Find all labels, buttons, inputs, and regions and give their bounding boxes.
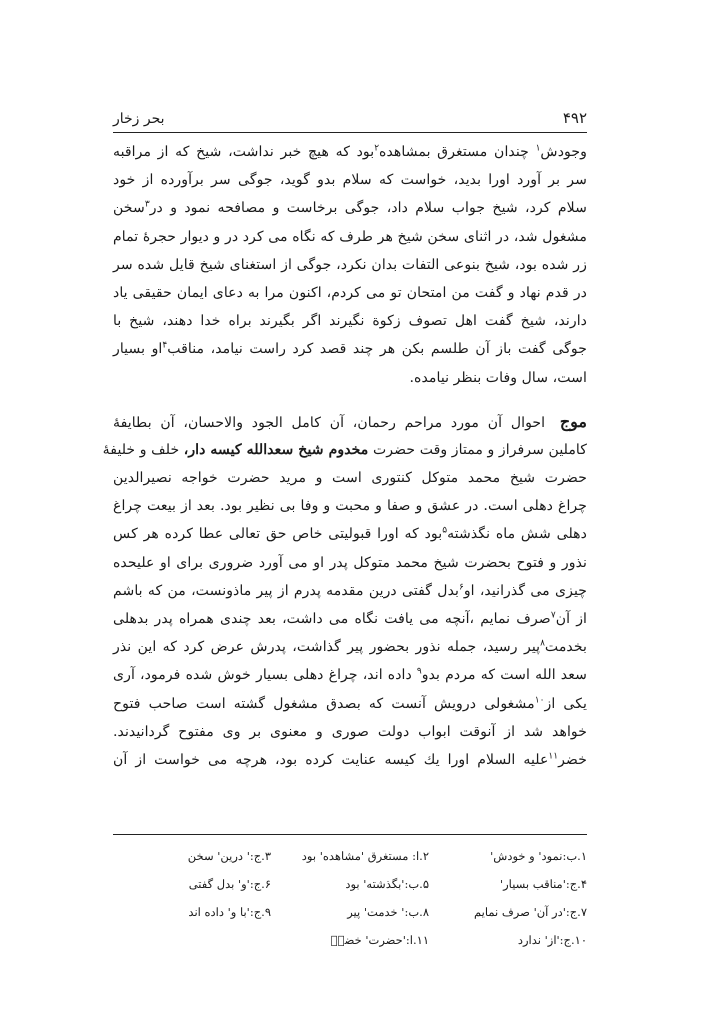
text-line: جوگی گفت باز آن طلسم بکن هر چند قصد کرد راست نیامد، مناقب$^۴$او بسیار <box>113 340 587 358</box>
person-name: مخدوم شیخ سعدالله کیسه دار، <box>183 441 369 458</box>
footnote: ۵.ب:'بگذشته' بود <box>345 877 429 891</box>
footnote-row <box>113 870 587 898</box>
text-line: بخدمت$^۸$پیر رسید، جمله نذور بحضور پیر گذاشت، پدرش عرض کرد که این نذر <box>113 638 587 656</box>
section-heading: موج <box>559 411 587 431</box>
text-line: وجودش$^۱$ چندان مستغرق بمشاهده$^۲$بود که هیچ خبر نداشت، شیخ که از مراقبه <box>113 143 587 160</box>
text-line: از آن$^۷$صرف نمایم ،آنچه می یافت نگاه می داشت، بعد چندی همراه پدر بدهلی <box>113 610 587 627</box>
text-line: زر شده بود، شیخ بنوعی التفات بدان نکرد، جوگی از استغنای شیخ قایل شده سر <box>113 256 587 273</box>
header-rule <box>113 132 587 133</box>
footnote-rule <box>113 834 587 835</box>
text-line: موج احوال آن مورد مراحم رحمان، آن کامل الجود والاحسان، آن بطایفهٔ <box>113 411 587 431</box>
main-text <box>102 138 588 774</box>
footnote: ۸.ب:' خدمت' پیر <box>347 905 429 919</box>
text-line: مشغول شد، در اثنای سخن شیخ هر طرف که نگاه می کرد در و دیوار حجرهٔ تمام <box>113 228 587 245</box>
footnote: ۱۰.ج:'از' ندارد <box>517 933 587 947</box>
text-line: حضرت شیخ محمد متوکل کنتوری است و مرید حضرت خواجه نصیرالدین <box>113 470 587 487</box>
text-line: خضر$^{۱۱}$علیه السلام اورا یك کیسه عنایت کرده بود، هرچه می خواست از آن <box>113 751 587 768</box>
footnotes <box>113 842 587 954</box>
paragraph-2 <box>102 408 588 774</box>
text-line: یکی از$^{۱۰}$مشغولی درویش آنست که بصدق مشغول گشته است صاحب فتوح <box>113 694 588 712</box>
text-line: سلام کرد، شیخ جواب سلام داد، جوگی برخاست و مصافحه نمود و در$^۳$سخن <box>113 199 587 217</box>
footnote: ۱.ب:نمود' و خودش' <box>490 849 587 863</box>
text-line: است، سال وفات بنظر نیامده. <box>409 369 587 386</box>
page-header <box>113 101 587 127</box>
footnote: ۶.ج:'و' بدل گفتی <box>188 877 271 891</box>
footnote: ۹.ج:'با و' داده اند <box>188 905 271 919</box>
paragraph-1 <box>113 138 587 392</box>
text-line: دهلی شش ماه نگذشته$^۵$بود که اورا قبولیتی خاص حق تعالی عطا کرده هر کس <box>113 525 587 543</box>
text-line: در قدم نهاد و گفت من امتحان تو می کردم، اکنون مرا به دعای ایمان حقیقی یاد <box>113 284 587 301</box>
text-line: چراغ دهلی است. در عشق و صفا و محبت و وفا بی نظیر بود. بعد از بیعت چراغ <box>113 498 587 515</box>
footnote: ۲.ا: مستغرق 'مشاهده' بود <box>301 849 429 863</box>
footnote-row <box>113 926 587 954</box>
footnote: ۳.ج:' درین' سخن <box>187 849 271 863</box>
footnote: ۱۱.ا:'حضرت' خضرؑ <box>330 933 429 947</box>
text-line: دارند، شیخ گفت اهل تصوف زکوة نگیرند اگر بگیرند براه خدا دهند، شیخ با <box>113 313 587 330</box>
text-line: خواهد شد از آنوقت ابواب دولت صوری و معنوی بر وی مفتوح گردانیدند. <box>113 723 587 740</box>
page-number: ۴۹۲ <box>562 109 587 127</box>
text-line: نذور و فتوح بحضرت شیخ محمد متوکل پدر او می آورد ضروری برای او علیحده <box>113 554 587 571</box>
text-line: سر بر آورد اورا بدید، خواست که سلام بدو گوید، جوگی سر برآورده از خود <box>113 172 587 189</box>
text-line: چیزی می گذرانید، او$^۶$بدل گفتی درین مقدمه پدرم از پیر ماذونست، من که باشم <box>113 582 587 599</box>
footnote: ۴.ج:'مناقب بسیار' <box>499 877 587 891</box>
footnote: ۷.ج:'در آن' صرف نمایم <box>474 905 587 919</box>
footnote-row <box>113 898 587 926</box>
footnote-row <box>113 842 587 870</box>
text-line: سعد الله است که مردم بدو$^۹$ داده اند، چراغ دهلی بسیار خوش شده فرمود، آری <box>113 666 587 684</box>
text-line: کاملین سرفراز و ممتاز وقت حضرت مخدوم شیخ سعدالله کیسه دار، خلف و خلیفهٔ <box>102 441 587 458</box>
running-title: بحر زخار <box>113 111 165 127</box>
